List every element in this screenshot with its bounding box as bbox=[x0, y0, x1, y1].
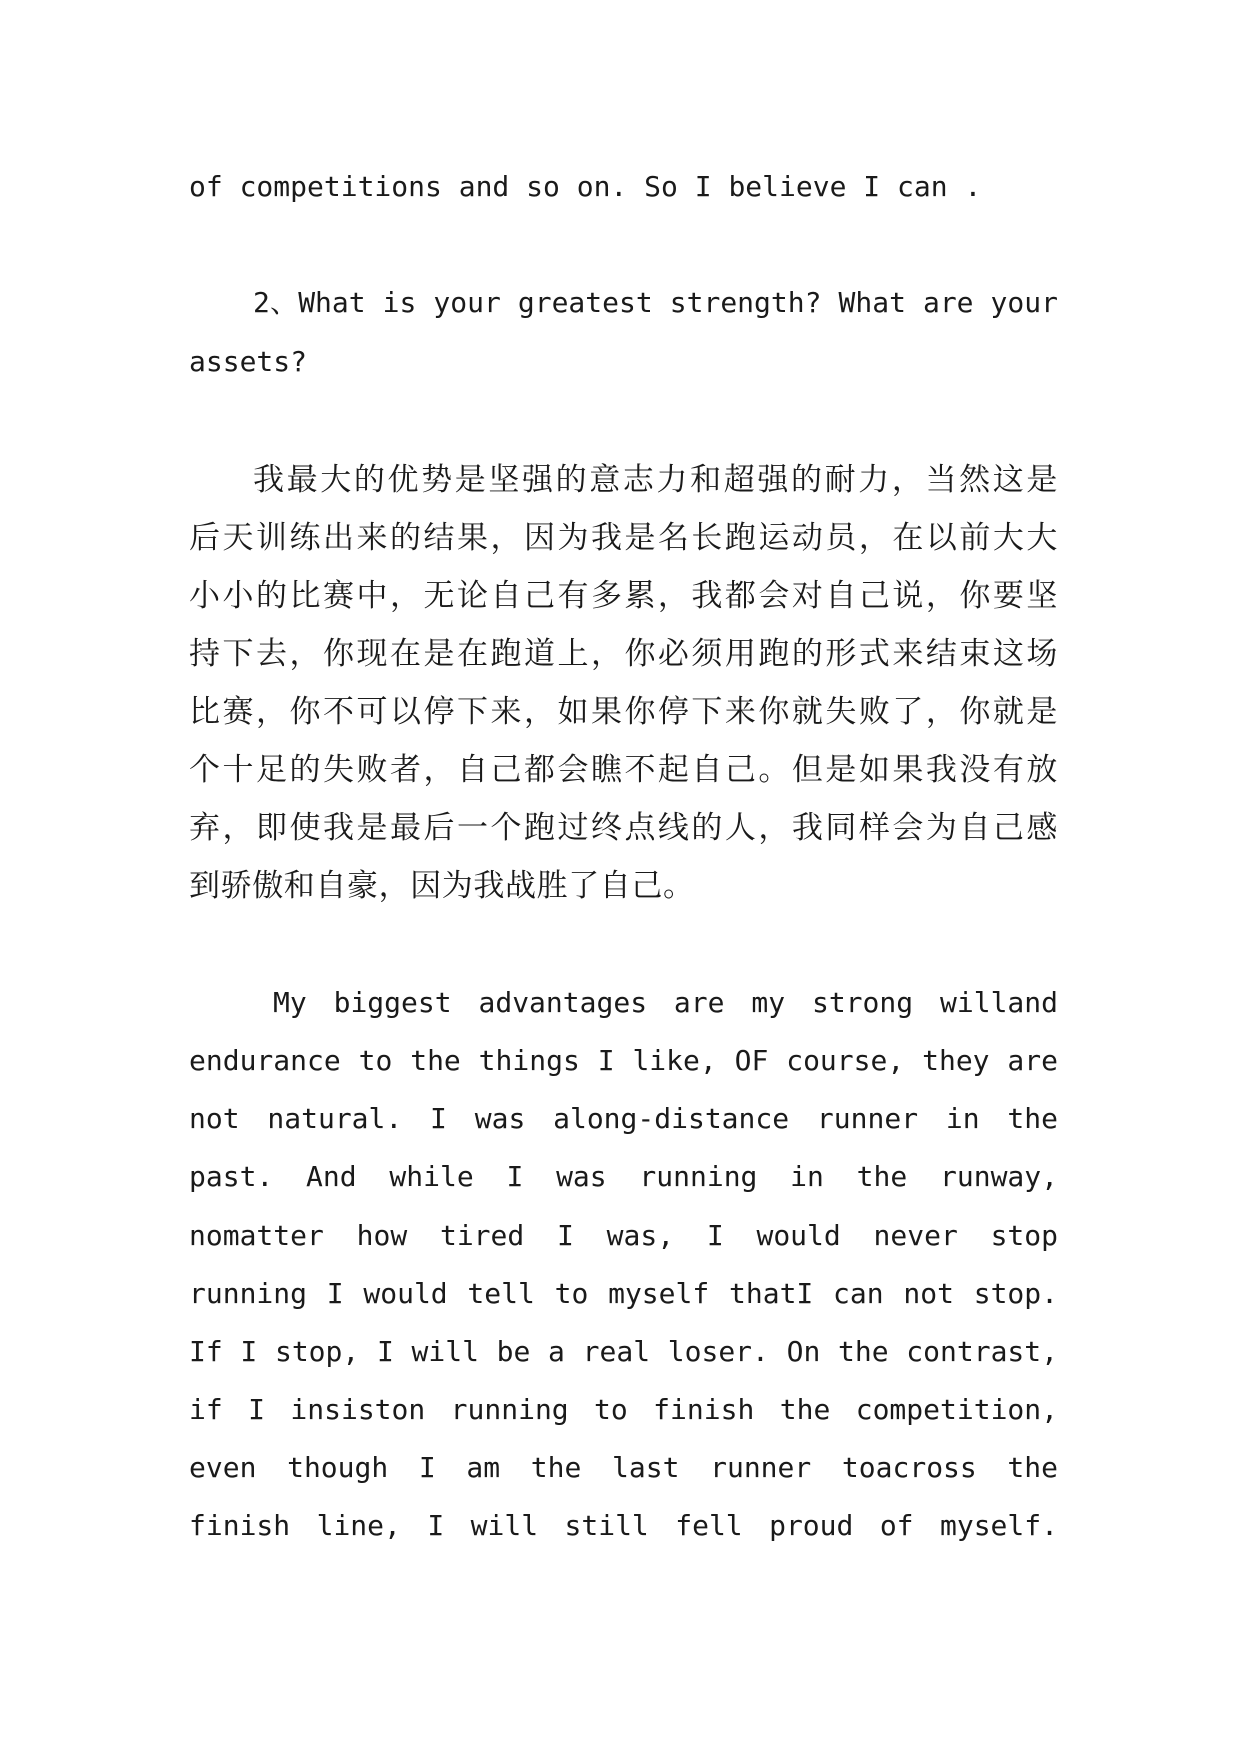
question-heading: 2、What is your greatest strength? What are your bbox=[253, 286, 1058, 319]
chinese-answer-line: 我最大的优势是坚强的意志力和超强的耐力，当然这是 bbox=[253, 462, 1058, 498]
chinese-answer-line: 小小的比赛中，无论自己有多累，我都会对自己说，你要坚 bbox=[189, 578, 1058, 614]
english-answer-line: finish line, I will still fell proud of myself. bbox=[189, 1509, 1058, 1542]
chinese-answer-line: 持下去，你现在是在跑道上，你必须用跑的形式来结束这场 bbox=[189, 636, 1058, 672]
paragraph-line: of competitions and so on. So I believe I can . bbox=[189, 170, 982, 203]
english-answer-line: nomatter how tired I was, I would never stop bbox=[189, 1219, 1058, 1252]
english-answer-line: if I insiston running to finish the competition, bbox=[189, 1393, 1058, 1426]
english-answer-line: My biggest advantages are my strong willand bbox=[273, 986, 1058, 1019]
question-heading-continued: assets? bbox=[189, 345, 308, 378]
chinese-answer-line: 个十足的失败者，自己都会瞧不起自己。但是如果我没有放 bbox=[189, 752, 1058, 788]
english-answer-line: running I would tell to myself thatI can not stop. bbox=[189, 1277, 1058, 1310]
chinese-answer-line: 比赛，你不可以停下来，如果你停下来你就失败了，你就是 bbox=[189, 694, 1058, 730]
english-answer-line: not natural. I was along-distance runner in the bbox=[189, 1102, 1058, 1135]
english-answer-line: past. And while I was running in the runway, bbox=[189, 1160, 1058, 1193]
english-answer-line: If I stop, I will be a real loser. On the contrast, bbox=[189, 1335, 1058, 1368]
english-answer-line: endurance to the things I like, OF course, they are bbox=[189, 1044, 1058, 1077]
chinese-answer-line: 到骄傲和自豪，因为我战胜了自己。 bbox=[189, 868, 695, 904]
chinese-answer-line: 弃，即使我是最后一个跑过终点线的人，我同样会为自己感 bbox=[189, 810, 1058, 846]
chinese-answer-line: 后天训练出来的结果，因为我是名长跑运动员，在以前大大 bbox=[189, 520, 1058, 556]
english-answer-line: even though I am the last runner toacross the bbox=[189, 1451, 1058, 1484]
